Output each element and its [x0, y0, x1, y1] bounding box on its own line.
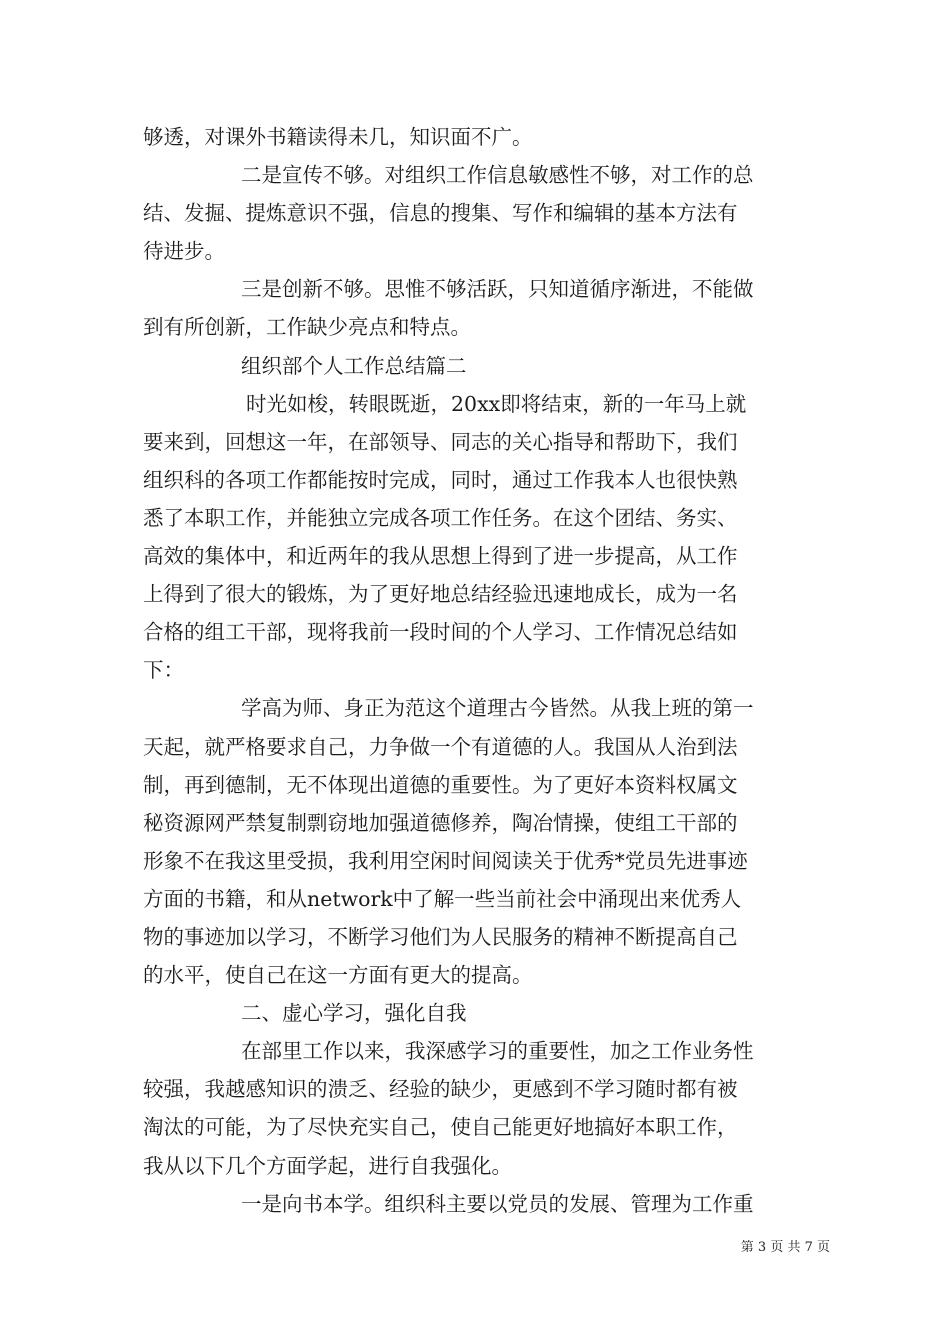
text-line: 够透，对课外书籍读得未几，知识面不广。	[143, 125, 533, 149]
text-line: 结、发掘、提炼意识不强，信息的搜集、写作和编辑的基本方法有	[143, 201, 738, 226]
text-line: 制，再到德制，无不体现出道德的重要性。为了更好本资料权属文	[143, 772, 738, 797]
text-line: 到有所创新，工作缺少亮点和特点。	[143, 315, 471, 340]
text-line: 在部里工作以来，我深感学习的重要性，加之工作业务性	[241, 1039, 754, 1064]
text-line: 天起，就严格要求自己，力争做一个有道德的人。我国从人治到法	[143, 734, 738, 759]
section-heading: 组织部个人工作总结篇二	[241, 353, 467, 378]
text-line: 淘汰的可能，为了尽快充实自己，使自己能更好地搞好本职工作，	[143, 1115, 738, 1140]
document-body	[143, 118, 813, 1223]
text-line: 悉了本职工作，并能独立完成各项工作任务。在这个团结、务实、	[143, 505, 738, 530]
text-line: 要来到，回想这一年，在部领导、同志的关心指导和帮助下，我们	[143, 429, 738, 454]
text-line: 下：	[143, 658, 184, 683]
text-line: 较强，我越感知识的溃乏、经验的缺少，更感到不学习随时都有被	[143, 1077, 738, 1102]
section-heading: 二、虚心学习，强化自我	[241, 1001, 467, 1026]
text-line: 上得到了很大的锻炼，为了更好地总结经验迅速地成长，成为一名	[143, 582, 738, 607]
text-line: 高效的集体中，和近两年的我从思想上得到了进一步提高，从工作	[143, 544, 738, 569]
text-line: 我从以下几个方面学起，进行自我强化。	[143, 1153, 512, 1178]
text-line: 三是创新不够。思惟不够活跃，只知道循序渐进，不能做	[241, 277, 754, 302]
text-line: 学高为师、身正为范这个道理古今皆然。从我上班的第一	[241, 696, 754, 721]
text-line: 物的事迹加以学习，不断学习他们为人民服务的精神不断提高自己	[143, 924, 738, 949]
text-line: 时光如梭，转眼既逝，20xx即将结束，新的一年马上就	[246, 391, 747, 416]
text-line: 合格的组工干部，现将我前一段时间的个人学习、工作情况总结如	[143, 620, 738, 645]
text-line: 二是宣传不够。对组织工作信息敏感性不够，对工作的总	[241, 163, 754, 188]
text-line: 待进步。	[143, 239, 225, 264]
page-number: 第 3 页 共 7 页	[740, 1240, 830, 1255]
text-line: 组织科的各项工作都能按时完成，同时，通过工作我本人也很快熟	[143, 467, 738, 492]
text-line: 的水平，使自己在这一方面有更大的提高。	[143, 963, 533, 988]
text-line: 方面的书籍，和从network中了解一些当前社会中涌现出来优秀人	[143, 886, 742, 911]
text-line: 一是向书本学。组织科主要以党员的发展、管理为工作重	[241, 1191, 754, 1216]
text-line: 形象不在我这里受损，我利用空闲时间阅读关于优秀*党员先进事迹	[143, 848, 748, 873]
text-line: 秘资源网严禁复制剽窃地加强道德修养，陶冶情操，使组工干部的	[143, 810, 738, 835]
